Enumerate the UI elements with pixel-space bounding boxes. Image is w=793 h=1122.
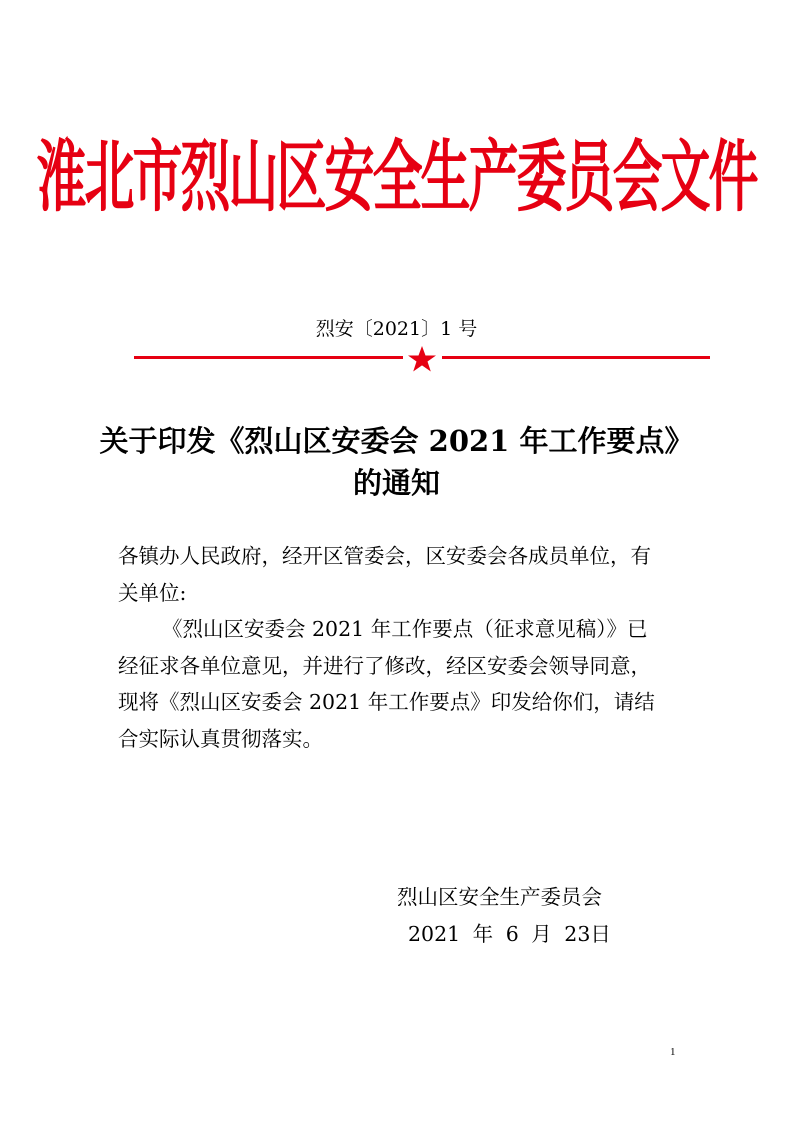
body-line-3: 现将《烈山区安委会 2021 年工作要点》印发给你们，请结	[118, 690, 655, 714]
title-line-1: 关于印发《烈山区安委会 2021 年工作要点》	[99, 424, 694, 458]
title-line-2: 的通知	[352, 466, 440, 500]
document-body	[118, 538, 688, 757]
body-line-1: 《烈山区安委会 2021 年工作要点（征求意见稿）》已	[162, 617, 648, 641]
recipients-line-1: 各镇办人民政府，经开区管委会，区安委会各成员单位，有	[118, 544, 651, 568]
signature-organization: 烈山区安全生产委员会	[397, 885, 602, 909]
body-line-4: 合实际认真贯彻落实。	[118, 726, 323, 751]
document-title	[0, 420, 793, 504]
document-number: 烈安〔2021〕1 号	[315, 318, 478, 340]
masthead-text: 淮北市烈山区安全生产委员会文件	[36, 130, 757, 222]
recipients-line-2: 关单位:	[118, 580, 187, 605]
signature-date: 2021 年 6 月 23日	[408, 922, 611, 946]
body-line-2: 经征求各单位意见，并进行了修改，经区安委会领导同意，	[118, 653, 651, 678]
document-masthead	[0, 122, 793, 232]
page-number: 1	[670, 1046, 676, 1058]
red-divider-right	[442, 356, 710, 359]
red-star-icon	[407, 346, 437, 372]
red-divider-left	[134, 356, 403, 359]
